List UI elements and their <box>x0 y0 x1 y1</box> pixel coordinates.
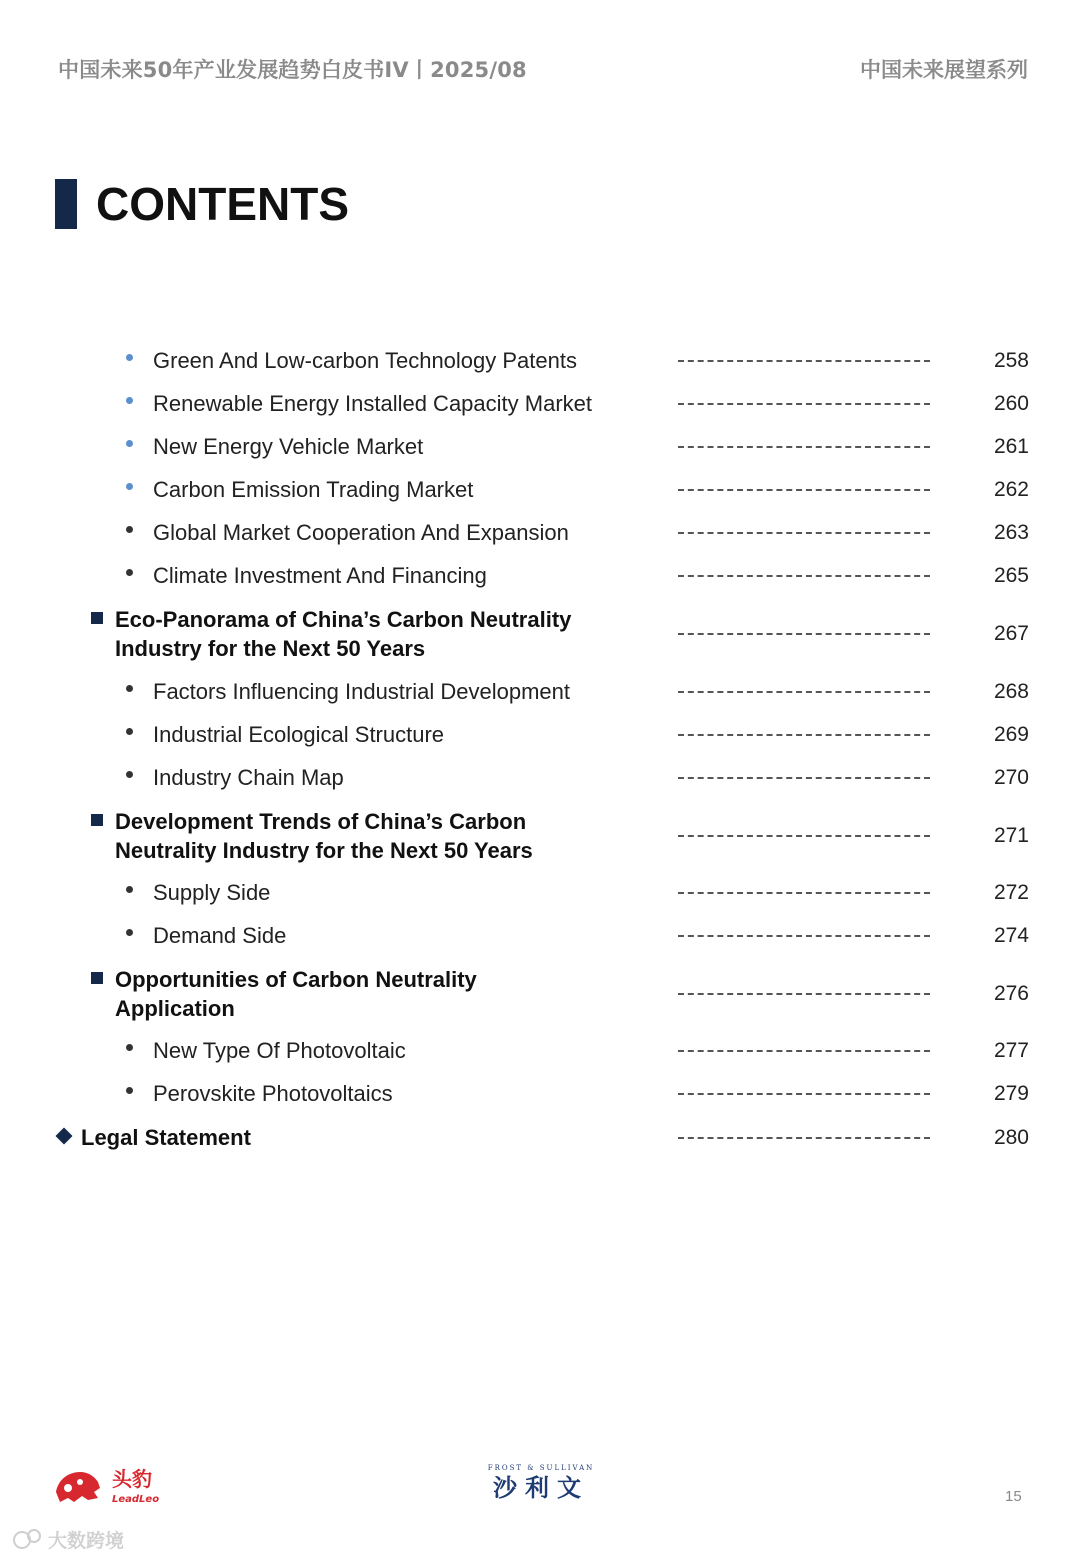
dotted-leader <box>678 734 930 736</box>
toc-page-number: 274 <box>993 924 1029 947</box>
dotted-leader <box>678 993 930 995</box>
square-bullet-icon <box>91 814 103 826</box>
toc-page-number: 265 <box>993 564 1029 587</box>
dotted-leader <box>678 403 930 405</box>
toc-entry[interactable] <box>0 514 1080 554</box>
toc-entry-label: Green And Low-carbon Technology Patents <box>153 348 577 373</box>
toc-section[interactable] <box>0 961 1080 1025</box>
bullet-icon <box>126 397 133 404</box>
bullet-icon <box>126 483 133 490</box>
toc-entry[interactable] <box>0 471 1080 511</box>
dotted-leader <box>678 360 930 362</box>
toc-entry[interactable] <box>0 385 1080 425</box>
toc-section-label: Eco-Panorama of China’s Carbon Neutrality Industry for the Next 50 Years <box>115 607 572 661</box>
toc-page-number: 263 <box>993 521 1029 544</box>
toc-entry[interactable] <box>0 557 1080 597</box>
toc-page-number: 270 <box>993 766 1029 789</box>
bullet-icon <box>126 1044 133 1051</box>
toc-entry[interactable] <box>0 673 1080 713</box>
bullet-icon <box>126 728 133 735</box>
dotted-leader <box>678 633 930 635</box>
document-header-title: 中国未来50年产业发展趋势白皮书IV丨2025/08 <box>58 58 527 82</box>
toc-entry[interactable] <box>0 874 1080 914</box>
square-bullet-icon <box>91 612 103 624</box>
watermark-text: 大数跨境 <box>48 1530 125 1552</box>
toc-page-number: 269 <box>993 723 1029 746</box>
toc-entry-label: Supply Side <box>153 880 271 905</box>
toc-entry[interactable] <box>0 342 1080 382</box>
dotted-leader <box>678 532 930 534</box>
toc-entry-label: Climate Investment And Financing <box>153 563 487 588</box>
bullet-icon <box>126 1087 133 1094</box>
toc-page-number: 258 <box>993 349 1029 372</box>
toc-chapter-label: Legal Statement <box>81 1125 251 1150</box>
bullet-icon <box>126 354 133 361</box>
dotted-leader <box>678 835 930 837</box>
dotted-leader <box>678 575 930 577</box>
toc-page-number: 280 <box>993 1126 1029 1149</box>
toc-page-number: 260 <box>993 392 1029 415</box>
dotted-leader <box>678 691 930 693</box>
bullet-icon <box>126 569 133 576</box>
leopard-icon <box>56 1472 100 1502</box>
dotted-leader <box>678 1050 930 1052</box>
toc-page-number: 261 <box>993 435 1029 458</box>
page-number: 15 <box>1005 1488 1022 1505</box>
frost-sullivan-logo-text: 沙利文 <box>493 1474 589 1502</box>
title-accent-bar <box>55 179 77 229</box>
toc-entry-label: Factors Influencing Industrial Development <box>153 679 570 704</box>
bullet-icon <box>126 929 133 936</box>
dotted-leader <box>678 1093 930 1095</box>
toc-entry[interactable] <box>0 716 1080 756</box>
toc-chapter[interactable] <box>0 1119 1080 1159</box>
toc-entry-label: Industry Chain Map <box>153 765 344 790</box>
square-bullet-icon <box>91 972 103 984</box>
toc-entry-label: New Energy Vehicle Market <box>153 434 424 459</box>
frost-sullivan-logo-top: FROST & SULLIVAN <box>487 1464 595 1472</box>
leadleo-logo-subtext: LeadLeo <box>112 1494 160 1505</box>
watermark <box>8 1524 148 1554</box>
bullet-icon <box>126 685 133 692</box>
toc-entry[interactable] <box>0 428 1080 468</box>
toc-entry[interactable] <box>0 1075 1080 1115</box>
dotted-leader <box>678 892 930 894</box>
toc-page-number: 268 <box>993 680 1029 703</box>
series-name: 中国未来展望系列 <box>860 58 1028 82</box>
dotted-leader <box>678 1137 930 1139</box>
toc-page-number: 277 <box>993 1039 1029 1062</box>
toc-page-number: 262 <box>993 478 1029 501</box>
dotted-leader <box>678 446 930 448</box>
toc-page-number: 267 <box>993 622 1029 645</box>
diamond-bullet-icon <box>56 1128 73 1145</box>
page-title: CONTENTS <box>96 178 349 230</box>
toc-entry[interactable] <box>0 1032 1080 1072</box>
toc-section-label: Opportunities of Carbon Neutrality Application <box>115 967 477 1021</box>
toc-section[interactable] <box>0 803 1080 867</box>
toc-entry-label: Renewable Energy Installed Capacity Market <box>153 391 593 416</box>
toc-entry-label: Industrial Ecological Structure <box>153 722 445 747</box>
toc-entry-label: Demand Side <box>153 923 287 948</box>
toc-page-number: 272 <box>993 881 1029 904</box>
bullet-icon <box>126 771 133 778</box>
dotted-leader <box>678 777 930 779</box>
bullet-icon <box>126 886 133 893</box>
bullet-icon <box>126 526 133 533</box>
leadleo-logo <box>54 1462 174 1506</box>
toc-entry[interactable] <box>0 917 1080 957</box>
toc-entry-label: New Type Of Photovoltaic <box>153 1038 406 1063</box>
toc-entry-label: Global Market Cooperation And Expansion <box>153 520 569 545</box>
leadleo-logo-text: 头豹 <box>112 1467 152 1491</box>
toc-page-number: 271 <box>993 824 1029 847</box>
toc-page-number: 279 <box>993 1082 1029 1105</box>
bullet-icon <box>126 440 133 447</box>
toc-page-number: 276 <box>993 982 1029 1005</box>
frost-sullivan-logo <box>466 1462 616 1504</box>
toc-entry[interactable] <box>0 759 1080 799</box>
toc-section-label: Development Trends of China’s Carbon Neutrality Industry for the Next 50 Years <box>115 809 533 863</box>
toc-entry-label: Carbon Emission Trading Market <box>153 477 474 502</box>
dotted-leader <box>678 935 930 937</box>
dotted-leader <box>678 489 930 491</box>
toc-entry-label: Perovskite Photovoltaics <box>153 1081 393 1106</box>
toc-section[interactable] <box>0 601 1080 665</box>
